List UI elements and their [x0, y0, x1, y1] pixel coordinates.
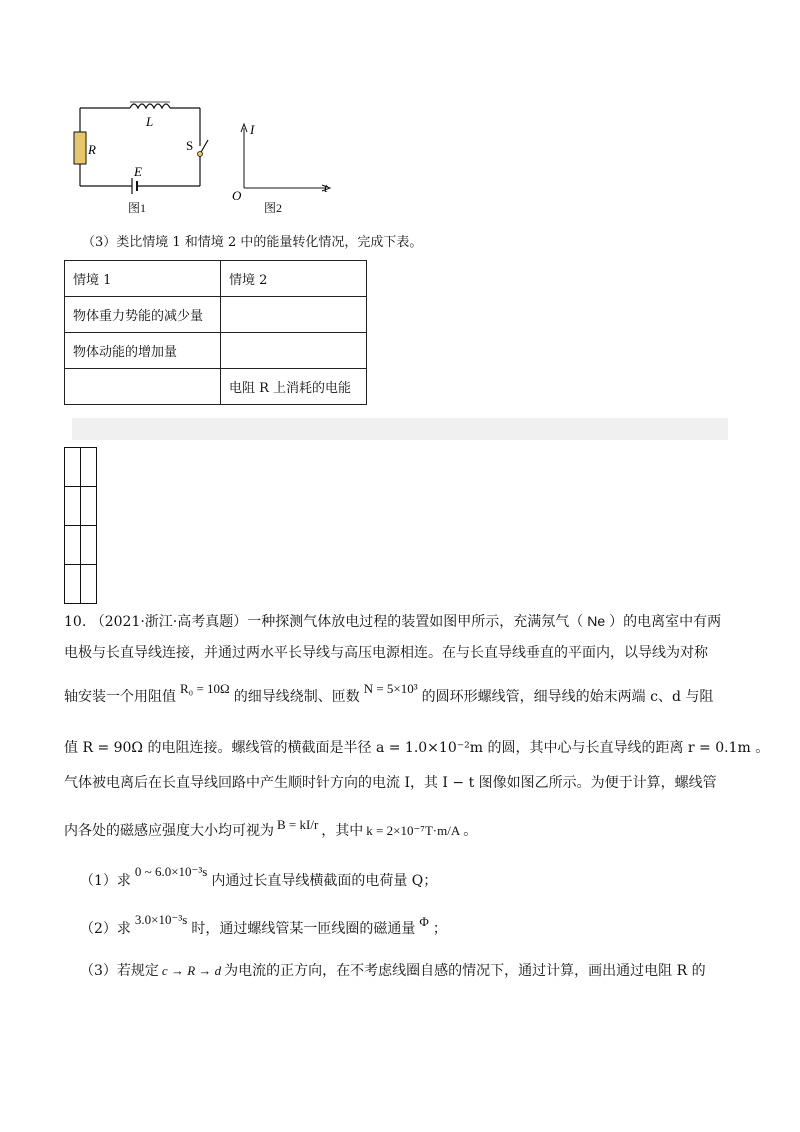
x-axis-label: t	[324, 180, 328, 195]
question-10-line-5: 气体被电离后在长直导线回路中产生顺时针方向的电流 I，其 I − t 图像如图乙所示。为便于计算，螺线管	[64, 775, 717, 791]
table-cell-blank	[221, 297, 367, 333]
figure-2-caption: 图2	[264, 201, 283, 215]
question-10-line-6	[64, 817, 478, 839]
table-cell: 情境 2	[221, 261, 367, 297]
question-text: 的细导线绕制、匝数	[233, 689, 360, 705]
inductor-coil	[130, 104, 170, 108]
circuit-figure-1	[60, 92, 220, 218]
resistor-symbol	[74, 132, 86, 164]
question-number: 10.	[64, 614, 87, 630]
phi-symbol: Φ	[419, 914, 429, 929]
energy-comparison-table	[64, 260, 367, 405]
table-row	[65, 261, 367, 297]
table-row	[65, 333, 367, 369]
figure-1-caption: 图1	[128, 201, 147, 215]
sub-question-3	[80, 964, 706, 978]
neon-symbol: Ne	[587, 613, 606, 629]
question-text: 的圆环形螺线管，细导线的始末两端 c、d 与阻	[421, 689, 714, 705]
question-text: 内各处的磁感应强度大小均可视为	[64, 823, 274, 839]
table-cell-blank	[65, 369, 221, 405]
time-value: 3.0×10⁻³s	[134, 912, 188, 927]
grid-cell	[65, 448, 81, 487]
switch-label: S	[186, 138, 194, 153]
time-interval: 0 ~ 6.0×10⁻³s	[134, 864, 208, 879]
divider-band	[72, 418, 728, 440]
sub-question-2	[80, 912, 447, 937]
table-cell: 情境 1	[65, 261, 221, 297]
question-text: 内通过长直导线横截面的电荷量 Q；	[211, 873, 438, 889]
question-text: 时，通过螺线管某一匝线圈的磁通量	[191, 921, 416, 937]
question-text: 一种探测气体放电过程的装置如图甲所示，充满氖气（	[247, 614, 584, 630]
table-cell: 物体动能的增加量	[65, 333, 221, 369]
question-text: ；	[432, 921, 447, 937]
question-text: ）的电离室中有两	[609, 614, 722, 630]
question-text: （2）求	[80, 921, 131, 937]
inductor-label: L	[146, 114, 154, 129]
question-source: （2021·浙江·高考真题）	[90, 614, 248, 630]
y-axis-label: I	[250, 122, 255, 137]
question-10-line-1	[64, 614, 721, 629]
sub-question-1	[80, 864, 438, 889]
question-text: （3）若规定	[80, 963, 159, 979]
part-3-prompt: （3）类比情境 1 和情境 2 中的能量转化情况，完成下表。	[82, 235, 423, 250]
grid-cell	[81, 565, 97, 604]
question-text: 为电流的正方向，在不考虑线圈自感的情况下，通过计算，画出通过电阻 R 的	[224, 963, 706, 979]
b-field-formula: B = kI/r	[277, 817, 319, 832]
question-10-line-2: 电极与长直导线连接，并通过两水平长导线与高压电源相连。在与长直导线垂直的平面内，以导线为对称	[64, 645, 708, 661]
turns-formula: N = 5×10³	[363, 681, 418, 696]
grid-cell	[81, 487, 97, 526]
question-10-line-4: 值 R = 90Ω 的电阻连接。螺线管的横截面是半径 a = 1.0×10⁻²m 的圆，其中心与长直导线的距离 r = 0.1m 。	[64, 740, 770, 756]
grid-cell	[65, 487, 81, 526]
table-cell-blank	[221, 333, 367, 369]
grid-cell	[81, 526, 97, 565]
switch-contact	[198, 152, 203, 157]
table-row	[65, 297, 367, 333]
question-10-line-3	[64, 681, 714, 705]
question-text: 轴安装一个用阻值	[64, 689, 176, 705]
k-constant: k = 2×10⁻⁷T·m/A	[366, 823, 461, 838]
resistor-label: R	[88, 142, 96, 157]
empty-grid	[64, 447, 97, 604]
origin-label: O	[232, 188, 242, 203]
battery-label: E	[134, 164, 142, 179]
axes-figure-2	[226, 118, 336, 218]
grid-cell	[65, 565, 81, 604]
question-text: （1）求	[80, 873, 131, 889]
table-cell: 电阻 R 上消耗的电能	[221, 369, 367, 405]
grid-cell	[81, 448, 97, 487]
grid-cell	[65, 526, 81, 565]
table-cell: 物体重力势能的减少量	[65, 297, 221, 333]
r0-formula: R₀ = 10Ω	[180, 681, 230, 696]
current-direction: c → R → d	[161, 963, 222, 978]
question-text: 。	[463, 823, 478, 839]
table-row	[65, 369, 367, 405]
question-text: ，其中	[321, 823, 364, 839]
